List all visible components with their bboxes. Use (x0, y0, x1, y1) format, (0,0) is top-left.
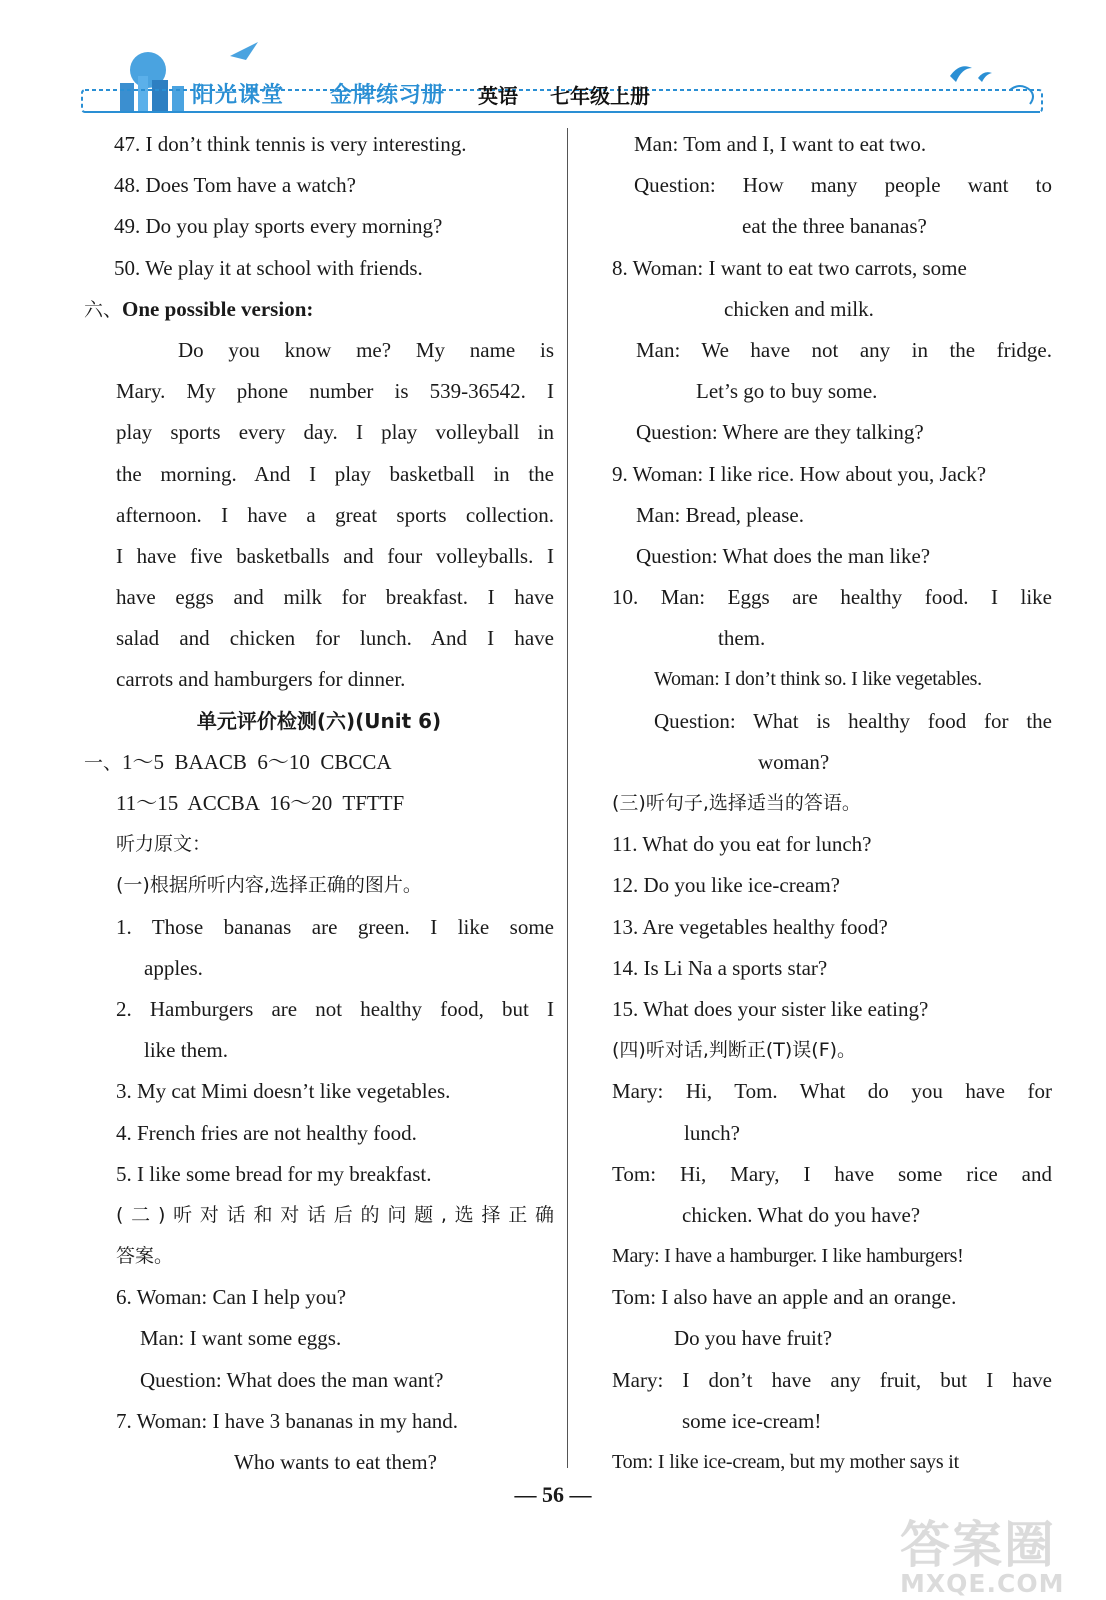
paper-plane-icon (230, 42, 258, 60)
section-heading (84, 289, 554, 330)
question-line: 3. My cat Mimi doesn’t like vegetables. (116, 1079, 451, 1104)
right-column (612, 124, 1052, 1483)
question-line: 4. French fries are not healthy food. (116, 1120, 417, 1145)
subsection-heading: 答案。 (116, 1245, 174, 1268)
dialogue-line: 9. Woman: I like rice. How about you, Jack? (612, 461, 987, 486)
question-line: 1. Those bananas are green. I like some (116, 914, 554, 939)
dialogue-line: Tom: I like ice-cream, but my mother says it (612, 1451, 959, 1473)
dialogue-line: 8. Woman: I want to eat two carrots, some (612, 255, 967, 280)
watermark-url: MXQE.COM (900, 1569, 1065, 1598)
text-line: 47. I don’t think tennis is very interesting. (114, 132, 467, 156)
subsection-heading: (三)听句子,选择适当的答语。 (612, 792, 861, 814)
dialogue-line: Mary: I don’t have any fruit, but I have (612, 1367, 1052, 1392)
dialogue-line: Tom: I also have an apple and an orange. (612, 1285, 957, 1310)
dialogue-line: Mary: Hi, Tom. What do you have for (612, 1079, 1052, 1104)
dialogue-line: 6. Woman: Can I help you? (116, 1285, 347, 1310)
essay-line: Mary. My phone number is 539-36542. I (116, 379, 554, 404)
page-number: — 56 — (514, 1482, 592, 1507)
grade-label: 七年级上册 (550, 84, 650, 108)
section-title: One possible version: (122, 296, 314, 321)
answer-line: 11～15 ACCBA 16～20 TFTTF (116, 791, 405, 815)
dialogue-line: Question: What does the man like? (636, 543, 931, 568)
text-line: 50. We play it at school with friends. (114, 255, 423, 280)
question-line: 13. Are vegetables healthy food? (612, 914, 888, 939)
dialogue-line: Man: We have not any in the fridge. (636, 337, 1052, 362)
dialogue-line: Question: What is healthy food for the (654, 708, 1052, 733)
brand-subtitle: 金牌练习册 (330, 83, 446, 108)
dialogue-line: Man: I want some eggs. (140, 1326, 342, 1351)
dialogue-line: them. (718, 626, 766, 651)
question-line: 12. Do you like ice-cream? (612, 873, 840, 898)
question-line: 5. I like some bread for my breakfast. (116, 1161, 432, 1186)
left-column (84, 124, 554, 1483)
dialogue-line: Question: What does the man want? (140, 1367, 444, 1392)
question-line: 15. What does your sister like eating? (612, 996, 929, 1021)
question-line: 11. What do you eat for lunch? (612, 832, 872, 857)
dialogue-line: 10. Man: Eggs are healthy food. I like (612, 585, 1052, 610)
bird-icon (978, 72, 992, 82)
page-header (80, 28, 1045, 120)
text-line: 48. Does Tom have a watch? (114, 173, 356, 198)
dialogue-line: woman? (758, 749, 830, 774)
brand-title: 阳光课堂 (192, 83, 285, 108)
listening-label: 听力原文： (116, 833, 212, 856)
unit-title: 单元评价检测(六)(Unit 6) (196, 708, 442, 733)
dialogue-line: eat the three bananas? (742, 214, 927, 239)
watermark (900, 1505, 1085, 1598)
dialogue-line: Mary: I have a hamburger. I like hamburgers! (612, 1245, 964, 1268)
question-line: 2. Hamburgers are not healthy food, but I (116, 996, 554, 1021)
essay-line: Do you know me? My name is (178, 337, 554, 362)
dialogue-line: Question: How many people want to (634, 173, 1052, 198)
dialogue-line: lunch? (684, 1120, 740, 1145)
subject-label: 英语 (478, 84, 518, 108)
dialogue-line: chicken. What do you have? (682, 1202, 921, 1227)
subsection-heading: (一)根据所听内容,选择正确的图片。 (116, 874, 422, 897)
question-line: apples. (144, 955, 203, 980)
question-line: 14. Is Li Na a sports star? (612, 955, 828, 980)
essay-line: afternoon. I have a great sports collection. (116, 502, 554, 527)
question-line: like them. (144, 1038, 228, 1063)
essay-line: carrots and hamburgers for dinner. (116, 667, 406, 692)
essay-line: the morning. And I play basketball in the (116, 461, 554, 486)
watermark-text: 答案圈 (900, 1516, 1056, 1574)
essay-line: have eggs and milk for breakfast. I have (116, 585, 554, 610)
text-line: 49. Do you play sports every morning? (114, 214, 443, 239)
dialogue-line: Who wants to eat them? (234, 1450, 437, 1474)
column-divider (567, 128, 568, 1468)
dialogue-line: 7. Woman: I have 3 bananas in my hand. (116, 1408, 459, 1433)
dialogue-line: Woman: I don’t think so. I like vegetables. (654, 668, 982, 691)
dialogue-line: some ice-cream! (682, 1408, 822, 1433)
dialogue-line: chicken and milk. (724, 296, 874, 321)
essay-line: I have five basketballs and four volleyballs. I (116, 543, 554, 568)
dialogue-line: Do you have fruit? (674, 1326, 833, 1351)
essay-line: salad and chicken for lunch. And I have (116, 626, 554, 651)
subsection-heading: (四)听对话,判断正(T)误(F)。 (612, 1039, 857, 1062)
bird-icon (950, 66, 972, 82)
dialogue-line: Tom: Hi, Mary, I have some rice and (612, 1161, 1052, 1186)
dialogue-line: Question: Where are they talking? (636, 420, 924, 445)
section-number: 六、 (84, 298, 123, 321)
answer-line: 一、1～5 BAACB 6～10 CBCCA (84, 749, 392, 774)
dialogue-line: Man: Bread, please. (636, 502, 804, 527)
dialogue-line: Let’s go to buy some. (696, 379, 878, 404)
essay-line: play sports every day. I play volleyball in (116, 420, 554, 445)
dialogue-line: Man: Tom and I, I want to eat two. (634, 132, 927, 156)
subsection-heading: (二)听对话和对话后的问题,选择正确 (116, 1203, 554, 1226)
